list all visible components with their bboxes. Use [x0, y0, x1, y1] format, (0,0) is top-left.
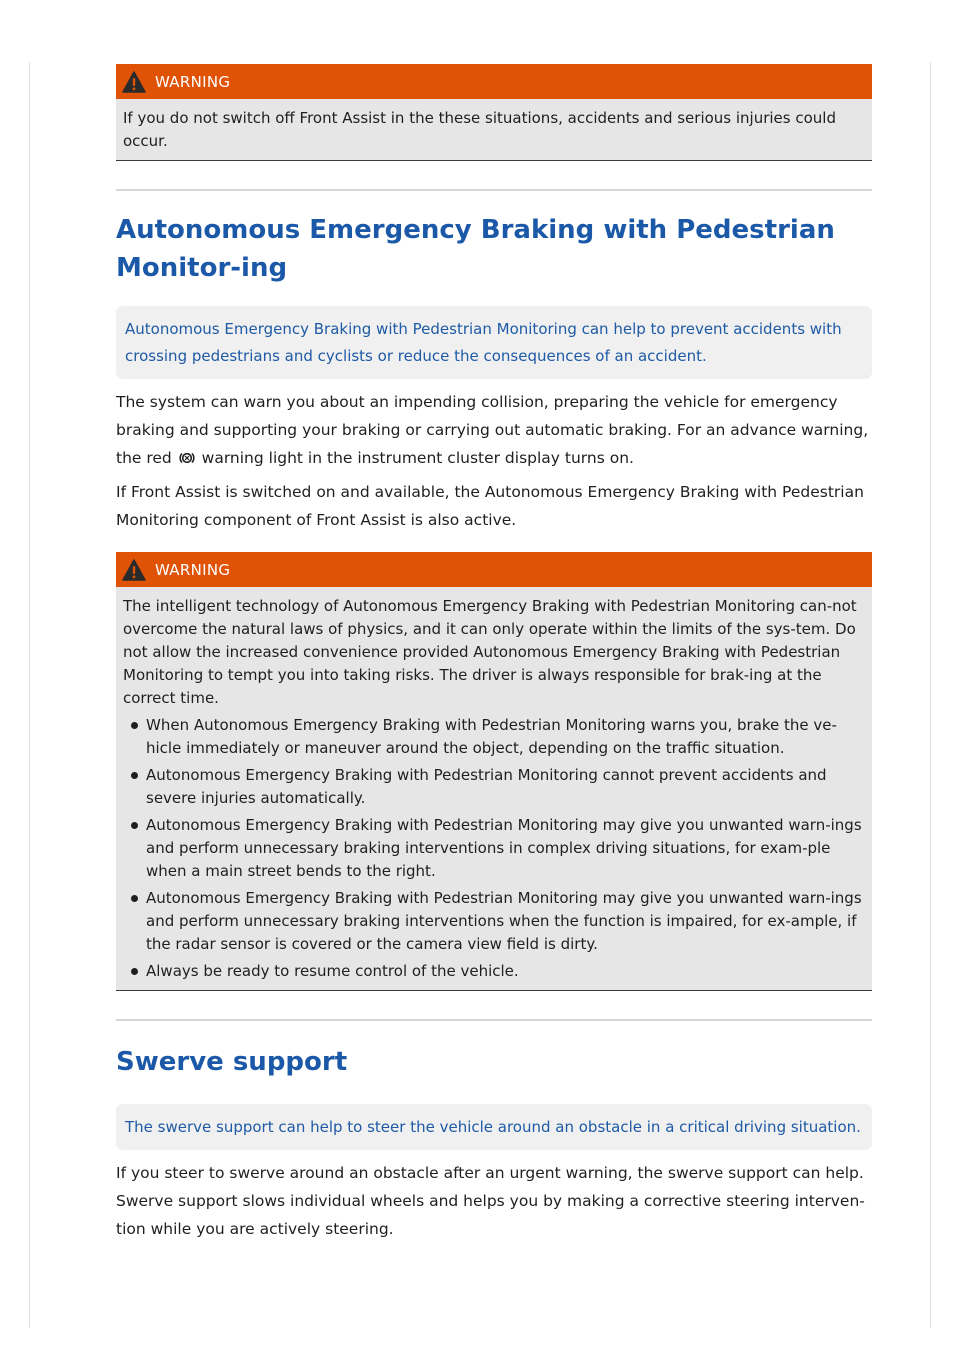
- warning-text: If you do not switch off Front Assist in the these situations, accidents and serious injuries could occur.: [123, 109, 836, 150]
- warning-bullet-item: Autonomous Emergency Braking with Pedestrian Monitoring may give you unwanted warn-ings and perform unnecessary braking interventions when the function is impaired, for ex-ample, if the radar sensor is covered or the camera view field is dirty.: [123, 887, 865, 956]
- swerve-section-title: Swerve support: [116, 1047, 348, 1077]
- page-edge-left: [29, 62, 30, 1328]
- swerve-summary-box: [116, 1104, 872, 1150]
- aeb-section-title: Autonomous Emergency Braking with Pedestrian Monitor-ing: [116, 215, 835, 283]
- warning-header: [116, 552, 872, 587]
- section-divider: [116, 189, 872, 191]
- warning-bullet-item: Always be ready to resume control of the vehicle.: [123, 960, 865, 983]
- aeb-body-paragraph: [116, 388, 872, 472]
- front-assist-warning-light-icon: [178, 451, 196, 465]
- warning-bullet-item: When Autonomous Emergency Braking with Pedestrian Monitoring warns you, brake the ve-hicle immediately or maneuver around the object, depending on the traffic situation.: [123, 714, 865, 760]
- page-edge-right: [930, 62, 931, 1328]
- aeb-body-text-after: warning light in the instrument cluster display turns on.: [201, 449, 634, 467]
- warning-body: [116, 99, 872, 160]
- section-divider: [116, 1019, 872, 1021]
- warning-triangle-icon: [122, 71, 146, 93]
- warning-label: WARNING: [155, 72, 231, 91]
- warning-bullet-item: Autonomous Emergency Braking with Pedestrian Monitoring cannot prevent accidents and severe injuries automatically.: [123, 764, 865, 810]
- swerve-summary-text: The swerve support can help to steer the vehicle around an obstacle in a critical driving situation.: [125, 1118, 861, 1136]
- aeb-summary-box: [116, 306, 872, 379]
- warning-box-aeb: [116, 552, 872, 991]
- swerve-body-paragraph: If you steer to swerve around an obstacle after an urgent warning, the swerve support can help. Swerve support slows individual wheels and helps you by making a corrective steering interven-tion while you are actively steering.: [116, 1164, 865, 1238]
- warning-label: WARNING: [155, 560, 231, 579]
- warning-bullet-item: Autonomous Emergency Braking with Pedestrian Monitoring may give you unwanted warn-ings and perform unnecessary braking interventions in complex driving situations, for exam-ple when a main street bends to the right.: [123, 814, 865, 883]
- page-content: [116, 64, 872, 1243]
- warning-body: [116, 587, 872, 990]
- warning-triangle-icon: [122, 559, 146, 581]
- aeb-front-assist-paragraph: If Front Assist is switched on and available, the Autonomous Emergency Braking with Pedestrian Monitoring component of Front Assist is also active.: [116, 483, 864, 529]
- warning-bullet-list: [123, 714, 865, 983]
- warning-box-front-assist: [116, 64, 872, 161]
- warning-intro-text: The intelligent technology of Autonomous Emergency Braking with Pedestrian Monitoring can-not overcome the natural laws of physics, and it can only operate within the limits of the sys-tem. Do not allow the increased convenience provided Autonomous Emergency Braking with Pedestrian Monitoring to tempt you into taking risks. The driver is always responsible for brak-ing at the correct time.: [123, 597, 857, 707]
- aeb-summary-text: Autonomous Emergency Braking with Pedestrian Monitoring can help to prevent accidents with crossing pedestrians and cyclists or reduce the consequences of an accident.: [125, 320, 842, 365]
- aeb-body-text-before: The system can warn you about an impending collision, preparing the vehicle for emergency braking and supporting your braking or carrying out automatic braking. For an advance warning, the red: [116, 393, 869, 467]
- warning-header: [116, 64, 872, 99]
